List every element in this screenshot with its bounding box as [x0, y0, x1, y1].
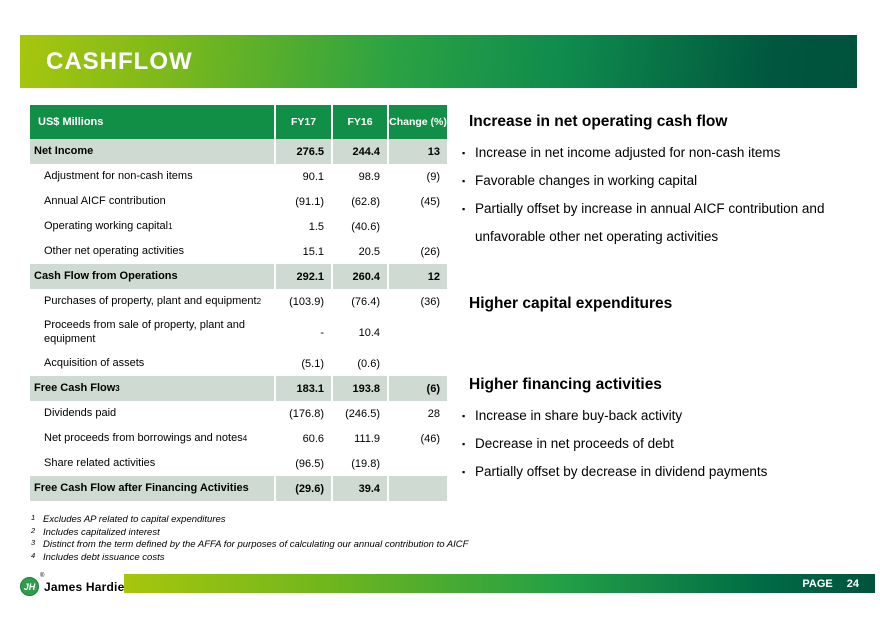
- table-row: [30, 164, 447, 189]
- cell-label: Annual AICF contribution: [44, 194, 166, 207]
- cell-fy17: (176.8): [274, 401, 331, 426]
- cell-fy16: 244.4: [331, 139, 387, 164]
- cell-label: Other net operating activities: [44, 244, 185, 257]
- cell-fy17: -: [274, 314, 331, 351]
- bullet-icon: ▪: [462, 148, 466, 158]
- cell-label: Operating working capital 1: [44, 219, 173, 232]
- cell-fy16: (62.8): [331, 189, 387, 214]
- title-banner: [20, 35, 857, 88]
- table-row: [30, 289, 447, 314]
- footer-bar: [124, 574, 875, 593]
- bullet-text: Partially offset by decrease in dividend payments: [475, 464, 768, 479]
- cell-label: Dividends paid: [44, 406, 117, 419]
- cell-label: Free Cash Flow 3: [34, 381, 120, 394]
- cell-change: [387, 476, 447, 501]
- bullet-icon: ▪: [462, 204, 466, 214]
- footnote-number: 2: [31, 525, 36, 535]
- cell-change: [387, 451, 447, 476]
- column-header: US$ Millions: [38, 116, 104, 128]
- table-row: [30, 376, 447, 401]
- cell-fy16: 10.4: [331, 314, 387, 351]
- cell-label: Share related activities: [44, 456, 156, 469]
- table-row: [30, 351, 447, 376]
- table-row: [30, 214, 447, 239]
- cell-change: 13: [387, 139, 447, 164]
- cell-fy16: 39.4: [331, 476, 387, 501]
- cell-fy17: 90.1: [274, 164, 331, 189]
- bullet-icon: ▪: [462, 411, 466, 421]
- cashflow-table: [30, 105, 447, 501]
- cell-change: 12: [387, 264, 447, 289]
- bullet-item: [462, 430, 876, 458]
- bullet-item: [462, 458, 876, 486]
- cell-fy16: 20.5: [331, 239, 387, 264]
- bullet-item: [462, 195, 876, 251]
- page-number: 24: [846, 577, 859, 590]
- footnote-text: Distinct from the term defined by the AFFA for purposes of calculating our annual contribution to AICF: [43, 539, 469, 550]
- table-row: [30, 314, 447, 351]
- bullet-text: Increase in net income adjusted for non-cash items: [475, 145, 781, 160]
- cell-label: Free Cash Flow after Financing Activities: [34, 481, 249, 494]
- bullet-text: Favorable changes in working capital: [475, 173, 698, 188]
- cell-fy17: (5.1): [274, 351, 331, 376]
- commentary-section-operating: [462, 112, 876, 251]
- bullet-item: [462, 139, 876, 167]
- bullet-icon: ▪: [462, 467, 466, 477]
- cell-fy17: (96.5): [274, 451, 331, 476]
- cell-fy17: 292.1: [274, 264, 331, 289]
- table-row: [30, 476, 447, 501]
- bullet-item: [462, 402, 876, 430]
- cell-fy17: (29.6): [274, 476, 331, 501]
- cell-label: Acquisition of assets: [44, 356, 145, 369]
- column-header: FY16: [331, 105, 387, 139]
- cell-label: Proceeds from sale of property, plant and equipment: [44, 318, 245, 345]
- cell-label: Net Income: [34, 144, 94, 157]
- footnote-item: [31, 552, 631, 565]
- table-row: [30, 451, 447, 476]
- table-header-row: [30, 105, 447, 139]
- footnote-item: [31, 539, 631, 552]
- table-row: [30, 264, 447, 289]
- footnote-item: [31, 514, 631, 527]
- bullet-text: Decrease in net proceeds of debt: [475, 436, 674, 451]
- cell-change: 28: [387, 401, 447, 426]
- bullet-item: [462, 167, 876, 195]
- cell-change: (36): [387, 289, 447, 314]
- table-row: [30, 239, 447, 264]
- cell-fy17: 276.5: [274, 139, 331, 164]
- cell-fy16: (19.8): [331, 451, 387, 476]
- cell-fy16: (246.5): [331, 401, 387, 426]
- registered-trademark-icon: ®: [40, 573, 45, 579]
- cell-fy16: (0.6): [331, 351, 387, 376]
- cell-fy17: (91.1): [274, 189, 331, 214]
- cell-fy17: 60.6: [274, 426, 331, 451]
- footnote-number: 4: [31, 550, 36, 560]
- footnote-number: 3: [31, 538, 36, 547]
- bullet-icon: ▪: [462, 176, 466, 186]
- cell-label: Cash Flow from Operations: [34, 269, 178, 282]
- cell-label: Net proceeds from borrowings and notes 4: [44, 431, 248, 444]
- footnote-text: Excludes AP related to capital expenditures: [43, 514, 226, 525]
- cell-change: (9): [387, 164, 447, 189]
- cell-fy16: (40.6): [331, 214, 387, 239]
- footnote-text: Includes debt issuance costs: [43, 551, 165, 563]
- cell-change: [387, 314, 447, 351]
- cell-change: (26): [387, 239, 447, 264]
- cell-change: [387, 351, 447, 376]
- commentary-section-capex: [462, 294, 876, 321]
- page-title: CASHFLOW: [46, 47, 193, 75]
- cell-fy16: 111.9: [331, 426, 387, 451]
- cell-fy17: 1.5: [274, 214, 331, 239]
- cell-fy17: (103.9): [274, 289, 331, 314]
- footnotes: [31, 514, 631, 564]
- commentary-section-financing: [462, 375, 876, 486]
- section-heading: Higher capital expenditures: [469, 295, 673, 312]
- james-hardie-logo-icon: JH: [20, 577, 39, 596]
- footnote-item: [31, 527, 631, 540]
- cell-fy16: 193.8: [331, 376, 387, 401]
- bullet-text: Increase in share buy-back activity: [475, 408, 683, 423]
- cell-fy16: (76.4): [331, 289, 387, 314]
- bullet-text: Partially offset by increase in annual AICF contribution and unfavorable other net operating activities: [475, 201, 825, 244]
- cell-change: (46): [387, 426, 447, 451]
- cell-change: (6): [387, 376, 447, 401]
- cell-label: Adjustment for non-cash items: [44, 169, 193, 182]
- cell-fy16: 260.4: [331, 264, 387, 289]
- footnote-number: 1: [31, 513, 36, 522]
- cell-fy16: 98.9: [331, 164, 387, 189]
- cell-fy17: 183.1: [274, 376, 331, 401]
- cell-fy17: 15.1: [274, 239, 331, 264]
- section-heading: Increase in net operating cash flow: [469, 113, 728, 130]
- cell-label: Purchases of property, plant and equipment 2: [44, 294, 262, 307]
- column-header: FY17: [274, 105, 331, 139]
- footnote-text: Includes capitalized interest: [43, 526, 160, 538]
- brand-name: James Hardie: [44, 580, 125, 594]
- cell-change: [387, 214, 447, 239]
- column-header: Change (%): [387, 105, 447, 139]
- cell-change: (45): [387, 189, 447, 214]
- table-row: [30, 139, 447, 164]
- section-heading: Higher financing activities: [469, 376, 662, 393]
- bullet-icon: ▪: [462, 439, 466, 449]
- table-row: [30, 189, 447, 214]
- table-row: [30, 401, 447, 426]
- table-row: [30, 426, 447, 451]
- page-label: PAGE: [802, 577, 833, 590]
